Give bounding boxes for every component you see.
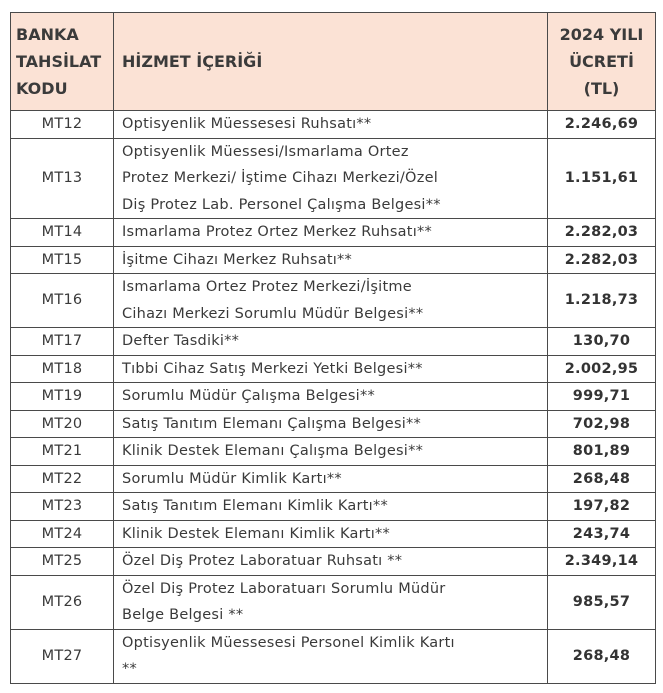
fee-table	[10, 12, 656, 684]
row-description	[114, 111, 548, 139]
row-description	[114, 493, 548, 521]
row-description-line: Özel Diş Protez Laboratuarı Sorumlu Müdür	[122, 580, 446, 597]
header-code-line: KODU	[16, 79, 68, 98]
row-description-line: Satış Tanıtım Elemanı Çalışma Belgesi**	[122, 415, 422, 432]
row-price: 268,48	[548, 629, 656, 683]
row-code: MT16	[11, 274, 114, 328]
row-price: 2.282,03	[548, 219, 656, 247]
row-description-line: Optisyenlik Müessesesi Ruhsatı**	[122, 116, 372, 132]
table-body	[11, 111, 656, 684]
header-code-line: BANKA	[16, 25, 79, 44]
row-description-line: Klinik Destek Elemanı Kimlik Kartı**	[122, 525, 391, 542]
row-description-line: Sorumlu Müdür Kimlik Kartı**	[122, 470, 342, 487]
row-description-line: Optisyenlik Müessesi/Ismarlama Ortez	[122, 143, 409, 160]
row-price: 702,98	[548, 410, 656, 438]
row-description	[114, 138, 548, 219]
row-description-line: Belge Belgesi **	[122, 607, 244, 623]
row-code: MT15	[11, 246, 114, 274]
row-code: MT22	[11, 465, 114, 493]
row-description-line: Satış Tanıtım Elemanı Kimlik Kartı**	[122, 498, 388, 514]
row-code: MT19	[11, 383, 114, 411]
row-description	[114, 383, 548, 411]
row-price: 2.002,95	[548, 355, 656, 383]
row-description-line: Diş Protez Lab. Personel Çalışma Belgesi**	[122, 196, 441, 213]
table-row	[11, 274, 656, 328]
row-description-line: Ismarlama Protez Ortez Merkez Ruhsatı**	[122, 224, 432, 240]
row-price: 268,48	[548, 465, 656, 493]
row-price: 197,82	[548, 493, 656, 521]
table-row	[11, 493, 656, 521]
row-code: MT27	[11, 629, 114, 683]
table-row	[11, 328, 656, 356]
header-price-line: ÜCRETİ	[569, 52, 634, 71]
row-code: MT21	[11, 438, 114, 466]
header-price-line: 2024 YILI	[559, 25, 644, 44]
header-price-line: (TL)	[583, 79, 620, 98]
row-price: 2.349,14	[548, 548, 656, 576]
row-description-line: Özel Diş Protez Laboratuar Ruhsatı **	[122, 553, 403, 569]
header-code-line: TAHSİLAT	[16, 52, 102, 71]
row-code: MT12	[11, 111, 114, 139]
table-row	[11, 465, 656, 493]
row-description	[114, 328, 548, 356]
row-description-line: Sorumlu Müdür Çalışma Belgesi**	[122, 388, 375, 404]
row-description	[114, 548, 548, 576]
row-code: MT23	[11, 493, 114, 521]
row-description-line: Optisyenlik Müessesesi Personel Kimlik Kartı	[122, 634, 455, 651]
row-price: 1.218,73	[548, 274, 656, 328]
fee-table-container	[10, 12, 656, 684]
row-code: MT26	[11, 575, 114, 629]
table-row	[11, 575, 656, 629]
table-row	[11, 548, 656, 576]
header-price	[548, 13, 656, 111]
header-description	[114, 13, 548, 111]
row-description	[114, 274, 548, 328]
row-price: 985,57	[548, 575, 656, 629]
row-description	[114, 246, 548, 274]
row-code: MT25	[11, 548, 114, 576]
row-code: MT24	[11, 520, 114, 548]
table-row	[11, 111, 656, 139]
header-row	[11, 13, 656, 111]
row-description-line: Ismarlama Ortez Protez Merkezi/İşitme	[122, 279, 412, 295]
table-row	[11, 520, 656, 548]
row-description	[114, 520, 548, 548]
row-description	[114, 355, 548, 383]
row-code: MT20	[11, 410, 114, 438]
row-description	[114, 438, 548, 466]
header-description-label: HİZMET İÇERİĞİ	[122, 52, 263, 71]
row-code: MT13	[11, 138, 114, 219]
row-price: 801,89	[548, 438, 656, 466]
row-description-line: Tıbbi Cihaz Satış Merkezi Yetki Belgesi**	[122, 360, 423, 377]
table-row	[11, 219, 656, 247]
header-code	[11, 13, 114, 111]
row-description-line: Cihazı Merkezi Sorumlu Müdür Belgesi**	[122, 305, 424, 322]
table-row	[11, 138, 656, 219]
row-description	[114, 410, 548, 438]
row-price: 243,74	[548, 520, 656, 548]
row-description-line: **	[122, 661, 137, 677]
table-row	[11, 438, 656, 466]
row-price: 130,70	[548, 328, 656, 356]
row-code: MT18	[11, 355, 114, 383]
row-description-line: Protez Merkezi/ İştime Cihazı Merkezi/Özel	[122, 170, 439, 186]
row-description	[114, 219, 548, 247]
table-row	[11, 355, 656, 383]
row-code: MT14	[11, 219, 114, 247]
table-row	[11, 383, 656, 411]
row-code: MT17	[11, 328, 114, 356]
row-price: 2.246,69	[548, 111, 656, 139]
row-description	[114, 575, 548, 629]
row-price: 999,71	[548, 383, 656, 411]
row-price: 1.151,61	[548, 138, 656, 219]
row-price: 2.282,03	[548, 246, 656, 274]
table-row	[11, 246, 656, 274]
table-row	[11, 410, 656, 438]
row-description	[114, 629, 548, 683]
table-row	[11, 629, 656, 683]
row-description-line: Klinik Destek Elemanı Çalışma Belgesi**	[122, 443, 424, 459]
row-description-line: Defter Tasdiki**	[122, 333, 240, 349]
row-description-line: İşitme Cihazı Merkez Ruhsatı**	[122, 251, 353, 268]
row-description	[114, 465, 548, 493]
table-header	[11, 13, 656, 111]
